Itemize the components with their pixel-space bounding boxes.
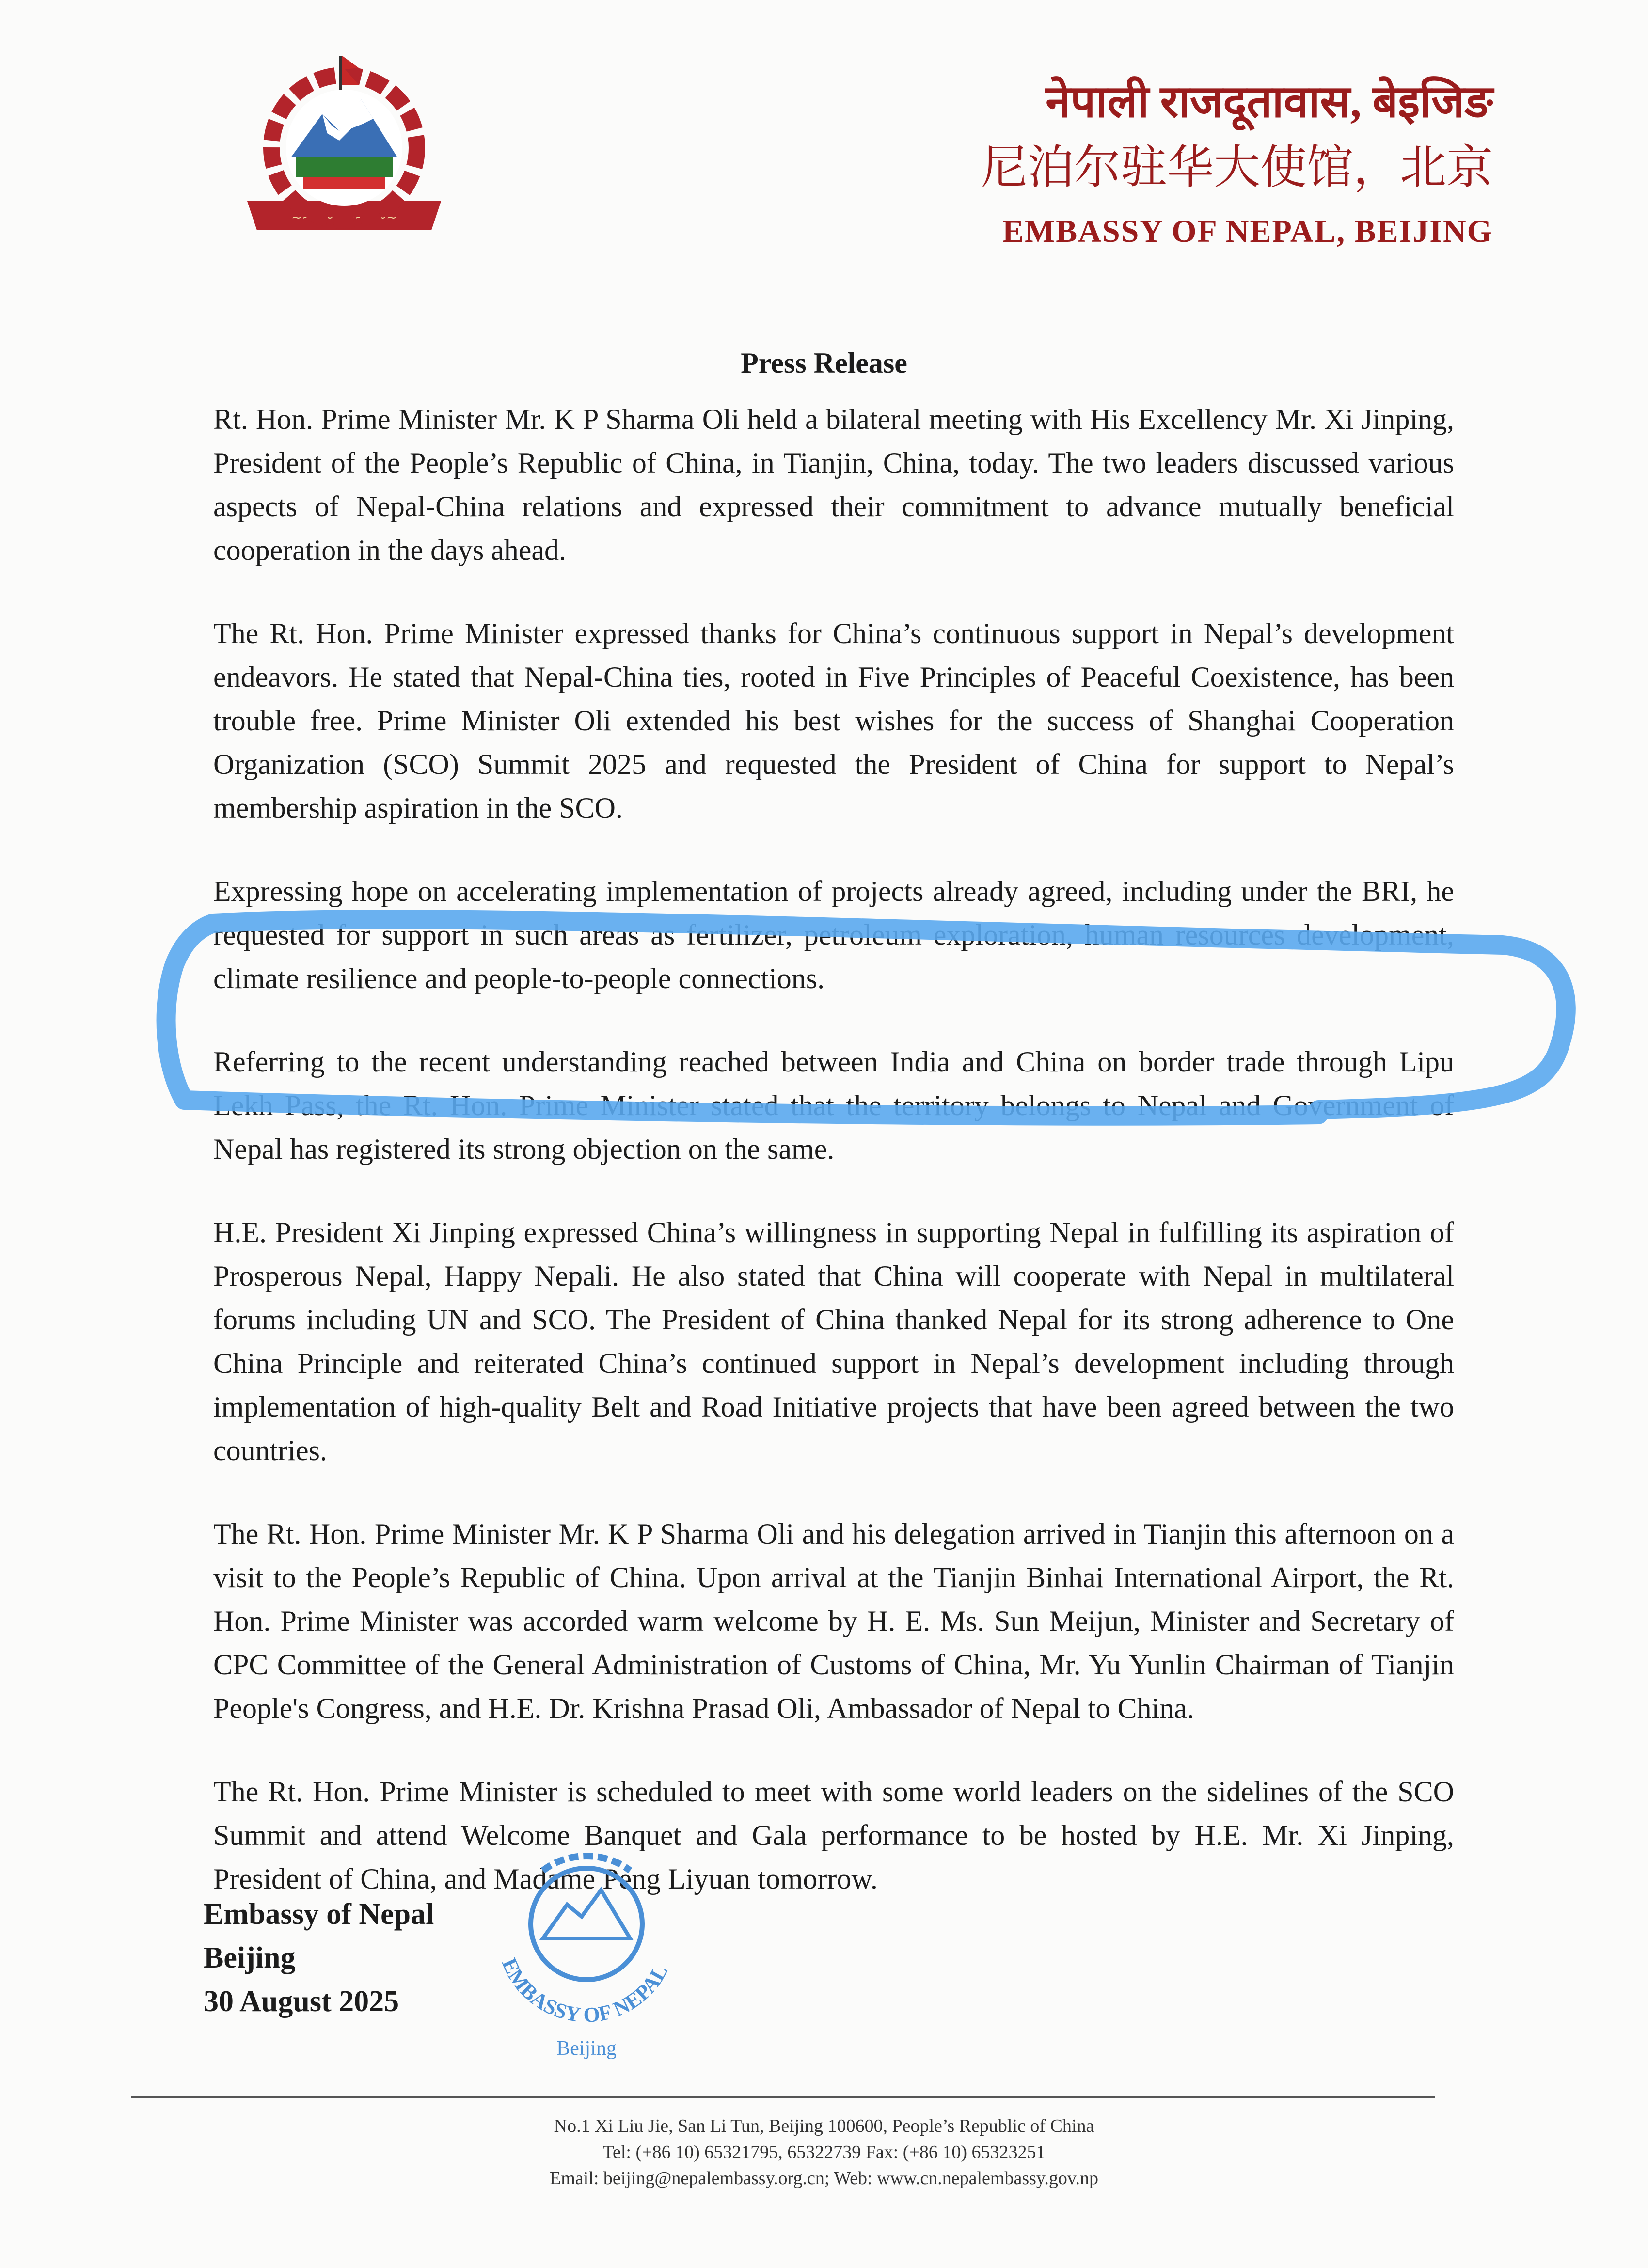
footer-divider <box>131 2096 1435 2098</box>
embassy-stamp <box>470 1827 703 2069</box>
footer-address: No.1 Xi Liu Jie, San Li Tun, Beijing 100600, People’s Republic of China <box>554 2116 1094 2136</box>
letterhead-chinese: 尼泊尔驻华大使馆，北京 <box>981 140 1493 194</box>
letterhead <box>981 73 1493 250</box>
svg-text:~~~~~~~~~~: ~~~~~~~~~~ <box>291 210 397 225</box>
signature-date: 30 August 2025 <box>204 1985 399 2018</box>
svg-text:EMBASSY OF NEPAL <box>497 1954 673 2027</box>
footer <box>0 2113 1648 2191</box>
page-title: Press Release <box>741 347 907 379</box>
signature-city: Beijing <box>204 1941 296 1974</box>
paragraph-1: Rt. Hon. Prime Minister Mr. K P Sharma Oli held a bilateral meeting with His Excellency Mr. Xi Jinping, President of the People’s Republic of China, in Tianjin, China, today. The two leaders discussed various aspects of Nepal-China relations and expressed their commitment to advance mutually beneficial cooperation in the days ahead. <box>213 403 1454 566</box>
paragraph-4-highlighted: Referring to the recent understanding reached between India and China on border trade through Lipu Lekh Pass, the Rt. Hon. Prime Minister stated that the territory belongs to Nepal and Government of Nepal has registered its strong objection on the same. <box>213 1046 1454 1165</box>
press-release-body <box>213 397 1454 1940</box>
paragraph-7: The Rt. Hon. Prime Minister is scheduled to meet with some world leaders on the sidelines of the SCO Summit and attend Welcome Banquet and Gala performance to be hosted by H.E. Mr. Xi Jinping, President of China, and Madame Peng Liyuan tomorrow. <box>213 1776 1454 1895</box>
signature-block <box>204 1892 434 2023</box>
paragraph-2: The Rt. Hon. Prime Minister expressed thanks for China’s continuous support in Nepal’s development endeavors. He stated that Nepal-China ties, rooted in Five Principles of Peaceful Coexistence, has been trouble free. Prime Minister Oli extended his best wishes for the success of Shanghai Cooperation Organization (SCO) Summit 2025 and requested the President of China for support to Nepal’s membership aspiration in the SCO. <box>213 617 1454 824</box>
stamp-text: EMBASSY OF NEPAL <box>497 1954 673 2027</box>
footer-phone: Tel: (+86 10) 65321795, 65322739 Fax: (+86 10) 65323251 <box>602 2142 1046 2162</box>
nepal-coat-of-arms-icon <box>218 46 470 259</box>
paragraph-5: H.E. President Xi Jinping expressed China’s willingness in supporting Nepal in fulfilling its aspiration of Prosperous Nepal, Happy Nepali. He also stated that China will cooperate with Nepal in multilateral forums including UN and SCO. The President of China thanked Nepal for its strong adherence to One China Principle and reiterated China’s continued support in Nepal’s development including through implementation of high-quality Belt and Road Initiative projects that have been agreed between the two countries. <box>213 1216 1454 1466</box>
footer-contact: Email: beijing@nepalembassy.org.cn; Web: www.cn.nepalembassy.gov.np <box>550 2168 1098 2189</box>
letterhead-nepali: नेपाली राजदूतावास, बेइजिङ <box>1046 77 1493 126</box>
paragraph-6: The Rt. Hon. Prime Minister Mr. K P Sharma Oli and his delegation arrived in Tianjin this afternoon on a visit to the People’s Republic of China. Upon arrival at the Tianjin Binhai International Airport, the Rt. Hon. Prime Minister was accorded warm welcome by H. E. Ms. Sun Meijun, Minister and Secretary of CPC Committee of the General Administration of Customs of China, Mr. Yu Yunlin Chairman of Tianjin People's Congress, and H.E. Dr. Krishna Prasad Oli, Ambassador of Nepal to China. <box>213 1518 1454 1724</box>
stamp-city: Beijing <box>556 2037 617 2060</box>
letterhead-english: EMBASSY OF NEPAL, BEIJING <box>1002 214 1493 249</box>
signature-org: Embassy of Nepal <box>204 1898 434 1931</box>
paragraph-3: Expressing hope on accelerating implementation of projects already agreed, including under the BRI, he requested for support in such areas as fertilizer, petroleum exploration, human resources development, climate resilience and people-to-people connections. <box>213 875 1454 994</box>
